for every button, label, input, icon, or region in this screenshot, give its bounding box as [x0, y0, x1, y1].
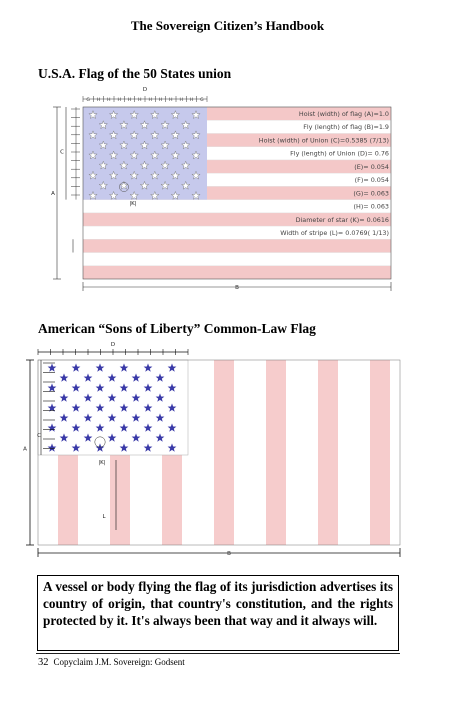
dim-letter: C — [37, 433, 41, 439]
red-stripe — [83, 239, 391, 252]
dim-letter: A — [51, 191, 55, 197]
dim-letter: B — [227, 551, 231, 557]
dim-tick-label: H — [148, 98, 152, 103]
dim-tick-label: G — [86, 98, 90, 103]
dim-tick-label: H — [138, 98, 142, 103]
footer-text: Copyclaim J.M. Sovereign: Godsent — [53, 657, 185, 667]
dim-tick-label: H — [117, 98, 121, 103]
spec-label: Hoist (width) of Union (C)=0.5385 (7/13) — [258, 136, 389, 145]
dim-tick-label: H — [169, 98, 173, 103]
dim-tick-label: G — [200, 98, 204, 103]
spec-label: (H)= 0.063 — [353, 202, 389, 211]
spec-label: Fly (length) of Union (D)= 0.76 — [290, 149, 389, 158]
spec-label: Hoist (width) of flag (A)=1.0 — [298, 109, 389, 118]
spec-label: Fly (length) of flag (B)=1.9 — [303, 123, 389, 132]
red-stripe — [318, 360, 338, 545]
dim-letter: L — [102, 514, 106, 520]
section-title-sons-of-liberty-flag: American “Sons of Liberty” Common-Law Flag — [38, 321, 316, 336]
dim-tick-label: H — [96, 98, 101, 103]
footer-rule — [36, 653, 400, 654]
spec-label: (E)= 0.054 — [354, 162, 389, 171]
red-stripe — [266, 360, 286, 545]
callout-box — [37, 575, 399, 651]
dim-letter: |K| — [98, 460, 106, 466]
dim-letter: A — [23, 446, 27, 453]
section-title-usa-flag: U.S.A. Flag of the 50 States union — [38, 66, 232, 81]
dim-tick-label: H — [158, 98, 163, 103]
page-number: 32 — [38, 657, 49, 668]
union-canton — [38, 360, 188, 455]
dim-letter: C — [60, 149, 64, 156]
callout-text: A vessel or body flying the flag of its jurisdiction advertises its country of origin, that country's constitution, and the rights protected by it. It's always been that way and it always will. — [43, 579, 393, 628]
red-stripe — [214, 360, 234, 545]
spec-label: Diameter of star (K)= 0.0616 — [295, 215, 389, 224]
dim-tick-label: H — [127, 98, 132, 103]
dim-tick-label: H — [179, 98, 183, 103]
spec-label: Width of stripe (L)= 0.0769( 1/13) — [280, 228, 389, 237]
book-title: The Sovereign Citizen’s Handbook — [130, 18, 325, 33]
spec-label: (F)= 0.054 — [354, 176, 389, 185]
page-footer — [38, 657, 185, 668]
dim-tick-label: H — [107, 98, 111, 103]
sons-of-liberty-flag-diagram — [20, 334, 420, 559]
spec-label: (G)= 0.063 — [353, 189, 389, 198]
dim-letter: B — [235, 285, 239, 291]
dim-letter: D — [142, 87, 148, 93]
dim-letter: |K| — [129, 201, 137, 207]
red-stripe — [370, 360, 390, 545]
dim-letter: D — [110, 342, 116, 348]
red-stripe — [83, 266, 391, 279]
usa-flag-diagram — [40, 80, 410, 300]
dim-tick-label: H — [189, 98, 194, 103]
